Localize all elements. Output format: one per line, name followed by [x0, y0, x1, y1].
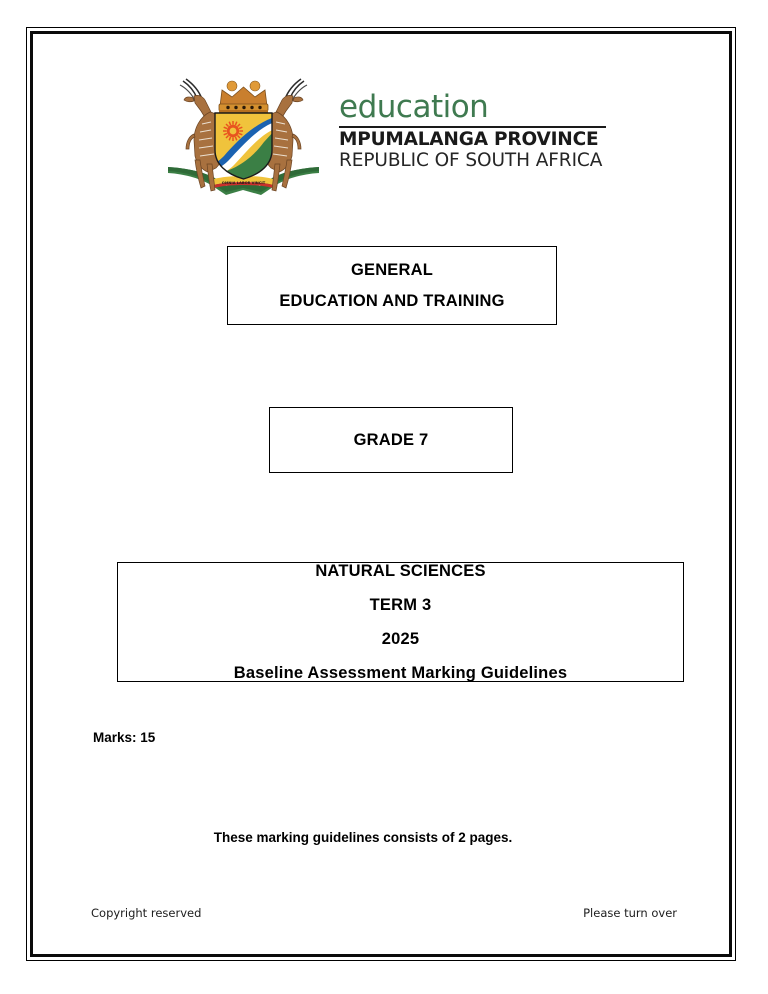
- copyright-text: Copyright reserved: [91, 906, 202, 920]
- logo-education-word: education: [339, 89, 489, 125]
- page-content: [33, 34, 729, 954]
- grade-box: [269, 407, 513, 473]
- general-line: GENERAL: [350, 260, 434, 279]
- page-frame-outer: [26, 27, 736, 961]
- department-logo-header: [33, 72, 729, 198]
- year-line: 2025: [381, 629, 420, 648]
- page-count-note: These marking guidelines consists of 2 pages.: [213, 830, 513, 845]
- term-line: TERM 3: [369, 595, 432, 614]
- turn-over-text: Please turn over: [583, 906, 677, 920]
- logo-wordmark: [339, 72, 606, 171]
- assessment-title-line: Baseline Assessment Marking Guidelines: [233, 663, 568, 682]
- mpumalanga-coat-of-arms-icon: [156, 72, 331, 198]
- page-footer: [91, 906, 677, 920]
- grade-line: GRADE 7: [353, 430, 429, 449]
- page-frame-inner: [30, 31, 732, 957]
- subject-details-box: [117, 562, 684, 682]
- logo-province-line: MPUMALANGA PROVINCE: [339, 129, 599, 150]
- logo-divider-rule: [339, 126, 606, 128]
- svg-text:OMNIA LABOR VINCIT: OMNIA LABOR VINCIT: [221, 181, 266, 185]
- general-education-box: [227, 246, 557, 325]
- education-and-training-line: EDUCATION AND TRAINING: [279, 291, 505, 310]
- marks-label: Marks: 15: [93, 730, 156, 745]
- subject-line: NATURAL SCIENCES: [315, 561, 486, 580]
- logo-country-line: REPUBLIC OF SOUTH AFRICA: [339, 149, 603, 171]
